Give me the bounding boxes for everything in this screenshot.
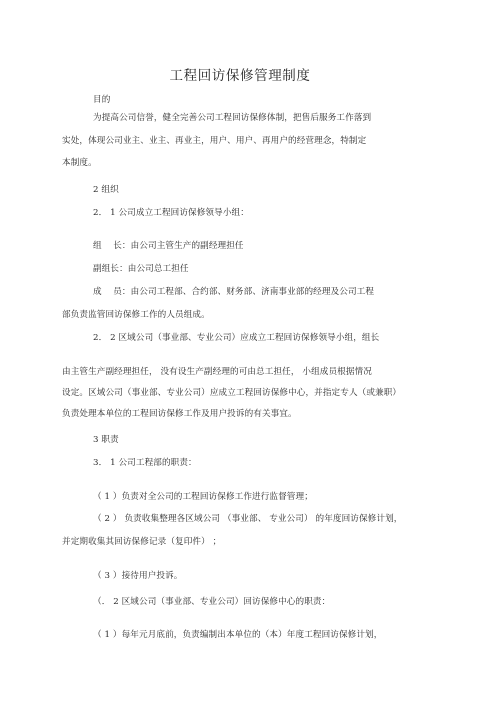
line-segment: 设定。 [62,388,89,398]
paragraph-line: 组 长：由公司主管生产的副经理担任 [93,241,244,251]
clause-heading: （． 2 区域公司（事业部、专业公司）回访保修中心的职责： [93,597,331,607]
paragraph-line: 成 员：由公司工程部、合约部、财务部、济南事业部的经理及公司工程 [93,287,375,297]
line-segment: （事业部、 [122,388,167,398]
paragraph-line: 负责处理本单位的工程回访保修工作及用户投诉的有关事宜。 [62,409,297,419]
list-item: （ 3 ）接待用户投诉。 [93,571,183,581]
line-segment: 并指定专人 [314,388,358,398]
section-purpose-heading: 目的 [93,95,111,105]
section-duties-heading: 3 职责 [93,435,119,445]
paragraph-line: 为提高公司信誉，健全完善公司工程回访保修体制，把售后服务工作落到 [93,113,372,123]
list-item: （ 2 ） 负责收集整理各区域公司 （事业部、 专业公司） 的年度回访保修计划， [93,514,403,524]
paragraph-line: 副组长：由公司总工担任 [93,264,189,274]
line-segment: （或 [357,388,376,398]
clause-heading: 2． 2 区域公司（事业部、专业公司）应成立工程回访保修领导小组，组长 [93,333,380,343]
paragraph-line: 部负责监管回访保修工作的人员组成。 [62,310,210,320]
line-segment: 专业公司） [166,388,210,398]
paragraph-line: 本制度。 [62,158,97,168]
section-organization-heading: 2 组织 [93,185,119,195]
list-item: （ 1 ）负责对全公司的工程回访保修工作进行监督管理； [93,492,313,502]
paragraph-line: 实处，体现公司业主、业主、再业主，用户、用户、再用户的经营理念，特制定 [62,136,367,146]
line-segment: 区域公司 [88,388,123,398]
paragraph-line: 并定期收集其回访保修记录（复印件） ； [62,537,222,547]
paragraph-line: 由主管生产副经理担任， 没有设生产副经理的可由总工担任， 小组成员根据情况 [62,367,372,377]
line-segment: 兼职） [375,388,402,398]
clause-heading: 3． 1 公司工程部的职责： [93,458,197,468]
line-segment: 应成立工程回访保修中心， [209,388,315,398]
document-title: 工程回访保修管理制度 [169,68,311,84]
list-item: （ 1 ）每年元月底前，负责编制出本单位的（本）年度工程回访保修计划， [93,630,383,640]
clause-heading: 2． 1 公司成立工程回访保修领导小组： [93,208,249,218]
paragraph-line-justified [62,387,402,399]
